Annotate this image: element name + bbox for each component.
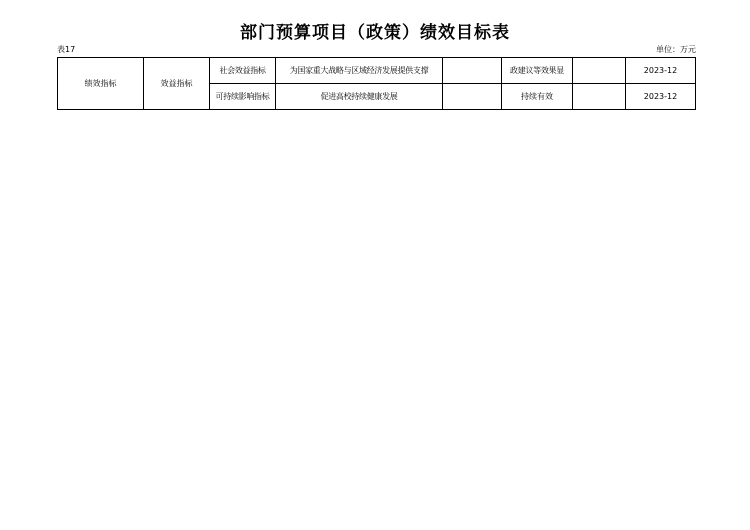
page-title: 部门预算项目（政策）绩效目标表 <box>240 23 510 43</box>
cell-indicator-group: 效益指标 <box>144 58 210 110</box>
table-row <box>58 58 696 84</box>
cell-value: 政建议等效果显 <box>502 58 573 84</box>
performance-target-table <box>57 57 696 110</box>
cell-value: 持续有效 <box>502 84 573 110</box>
cell-blank-two <box>573 84 626 110</box>
cell-indicator-type: 绩效指标 <box>58 58 144 110</box>
form-number: 表17 <box>57 45 76 54</box>
unit-note: 单位：万元 <box>656 45 696 54</box>
cell-blank-one <box>443 58 502 84</box>
cell-date: 2023-12 <box>626 58 696 84</box>
cell-indicator-sub: 可持续影响指标 <box>210 84 276 110</box>
cell-description: 促进高校持续健康发展 <box>276 84 443 110</box>
cell-date: 2023-12 <box>626 84 696 110</box>
cell-blank-two <box>573 58 626 84</box>
cell-indicator-sub: 社会效益指标 <box>210 58 276 84</box>
cell-description: 为国家重大战略与区域经济发展提供支撑 <box>276 58 443 84</box>
cell-blank-one <box>443 84 502 110</box>
